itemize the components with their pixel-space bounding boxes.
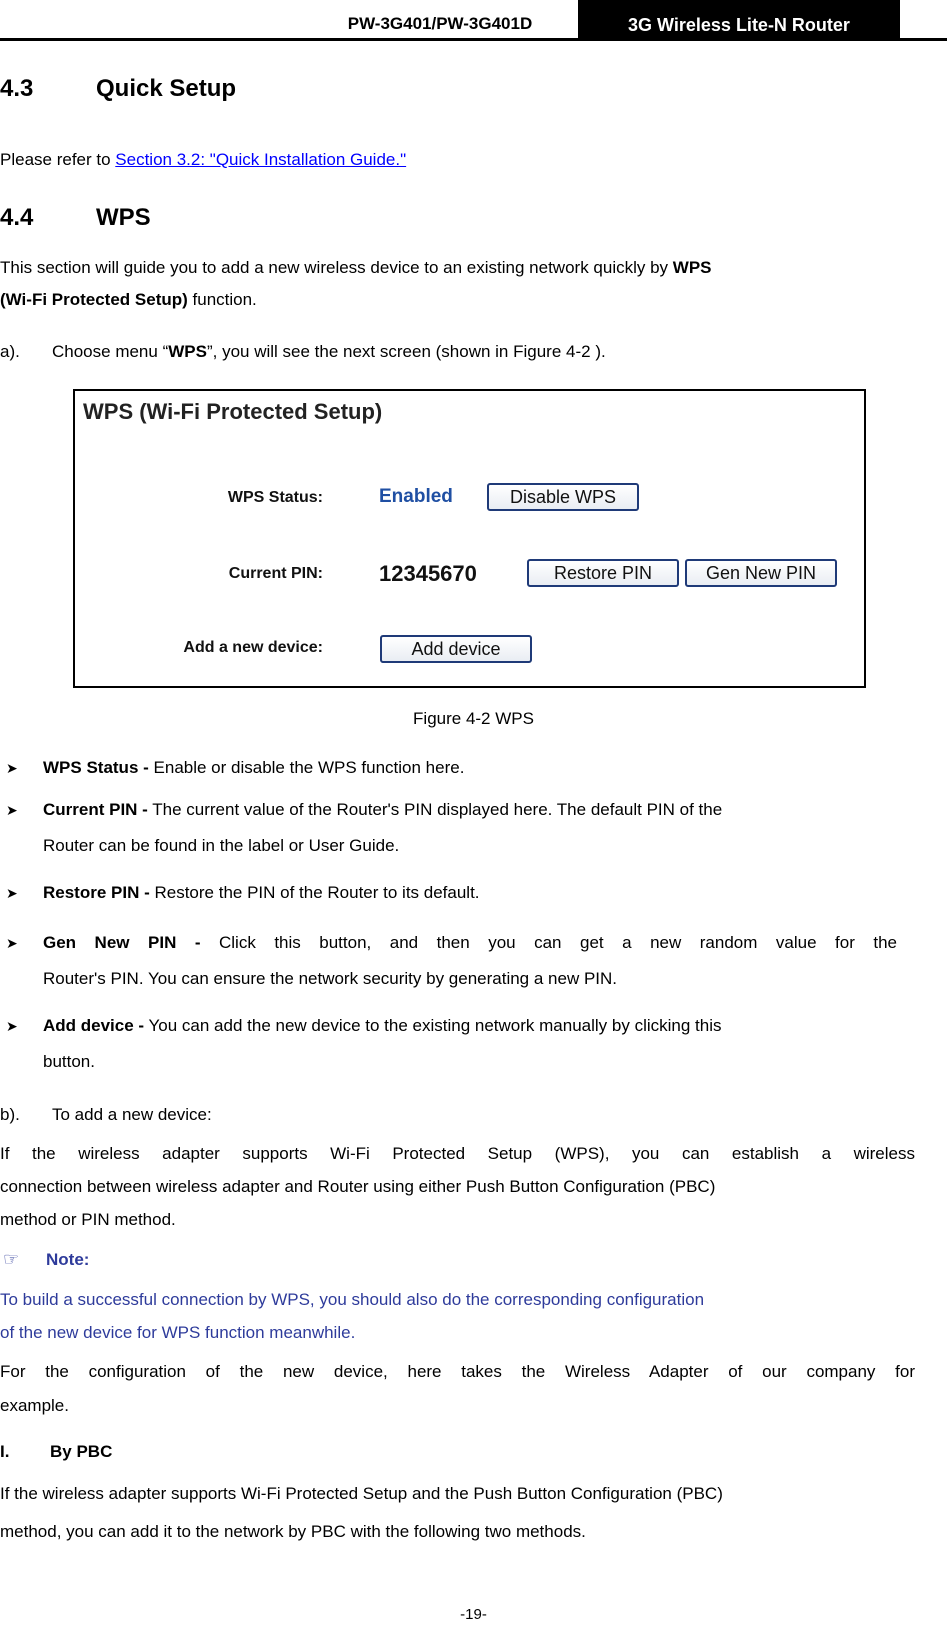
step-a [0,342,606,362]
note-line2: of the new device for WPS function meanwhile. [0,1323,356,1342]
bullet-gen-new-pin-cont: Router's PIN. You can ensure the network security by generating a new PIN. [43,969,618,988]
pbc-title: By PBC [50,1442,113,1461]
current-pin-label: Current PIN: [228,565,323,582]
wps-paragraph-line2: connection between wireless adapter and Router using either Push Button Configuration (PBC) [0,1177,716,1196]
bullet-gen-new-pin [43,933,897,953]
bullet-term: Current PIN - [43,800,148,819]
wps-status-label: WPS Status: [227,489,323,506]
arrow-bullet-icon: ➤ [6,885,18,901]
wps-intro-line2 [0,290,257,310]
bullet-add-device [43,1016,722,1036]
step-a-bold: WPS [168,342,207,361]
note-line1: To build a successful connection by WPS, you should also do the corresponding configuration [0,1290,705,1309]
add-device-label: Add a new device: [183,639,323,656]
quick-installation-link[interactable]: Section 3.2: "Quick Installation Guide." [115,150,407,169]
figure-title: WPS (Wi-Fi Protected Setup) [83,399,383,424]
bullet-current-pin [43,800,722,820]
wps-intro-bold-2: (Wi-Fi Protected Setup) [0,290,188,309]
note-label: Note: [46,1250,90,1269]
pbc-label: I. [0,1442,10,1461]
section-43-title: Quick Setup [96,75,237,102]
wps-intro-text-2: function. [187,290,257,309]
step-b [0,1105,212,1125]
bullet-wps-status [43,758,464,778]
step-b-text: To add a new device: [52,1105,212,1124]
bullet-restore-pin [43,883,480,903]
section-44-title: WPS [96,204,151,231]
wps-screenshot-figure [73,389,866,688]
bullet-term: Restore PIN - [43,883,150,902]
wps-intro-line1 [0,258,712,278]
step-b-label: b). [0,1105,20,1124]
bullet-text: Click this button, and then you can get a new random value for the [200,933,897,952]
bullet-add-device-cont: button. [43,1052,95,1071]
step-a-label: a). [0,342,20,361]
section-43-prefix: Please refer to [0,150,116,169]
bullet-term: WPS Status - [43,758,149,777]
header-model: PW-3G401/PW-3G401D [347,14,533,33]
pbc-line1: If the wireless adapter supports Wi-Fi Protected Setup and the Push Button Configuration (PBC) [0,1484,723,1503]
arrow-bullet-icon: ➤ [6,760,18,776]
section-44-number: 4.4 [0,204,34,231]
gen-new-pin-button[interactable]: Gen New PIN [685,559,837,587]
bullet-term: Gen New PIN - [43,933,201,952]
section-43-heading [0,75,236,103]
wps-intro-bold: WPS [672,258,712,277]
arrow-bullet-icon: ➤ [6,802,18,818]
section-43-text [0,150,406,170]
wps-paragraph-line3: method or PIN method. [0,1210,176,1229]
section-43-number: 4.3 [0,75,34,102]
pbc-line2: method, you can add it to the network by PBC with the following two methods. [0,1522,586,1541]
step-a-text-pre: Choose menu “ [52,342,169,361]
arrow-bullet-icon: ➤ [6,935,18,951]
bullet-text: Restore the PIN of the Router to its default. [149,883,480,902]
bullet-text: You can add the new device to the existing network manually by clicking this [144,1016,722,1035]
config-paragraph-line2: example. [0,1396,69,1415]
pbc-heading [0,1442,112,1462]
add-device-button[interactable]: Add device [380,635,532,663]
wps-intro-text: This section will guide you to add a new wireless device to an existing network quickly by [0,258,673,277]
wps-paragraph-line1: If the wireless adapter supports Wi-Fi Protected Setup (WPS), you can establish a wireless [0,1144,915,1163]
header-rule [0,38,947,41]
arrow-bullet-icon: ➤ [6,1018,18,1034]
disable-wps-button[interactable]: Disable WPS [487,483,639,511]
restore-pin-button[interactable]: Restore PIN [527,559,679,587]
current-pin-value: 12345670 [379,561,477,586]
pointing-hand-icon: ☞ [3,1249,20,1269]
bullet-term: Add device - [43,1016,145,1035]
step-a-text-post: ”, you will see the next screen (shown in Figure 4-2 ). [206,342,606,361]
header-product-tab: 3G Wireless Lite-N Router [578,0,900,41]
bullet-text: The current value of the Router's PIN displayed here. The default PIN of the [147,800,723,819]
wps-status-value: Enabled [379,486,453,507]
section-44-heading [0,204,151,232]
config-paragraph-line1: For the configuration of the new device, here takes the Wireless Adapter of our company for [0,1362,915,1381]
bullet-text: Enable or disable the WPS function here. [148,758,465,777]
bullet-current-pin-cont: Router can be found in the label or User Guide. [43,836,400,855]
page-number: -19- [460,1606,487,1623]
figure-caption: Figure 4-2 WPS [413,709,534,728]
